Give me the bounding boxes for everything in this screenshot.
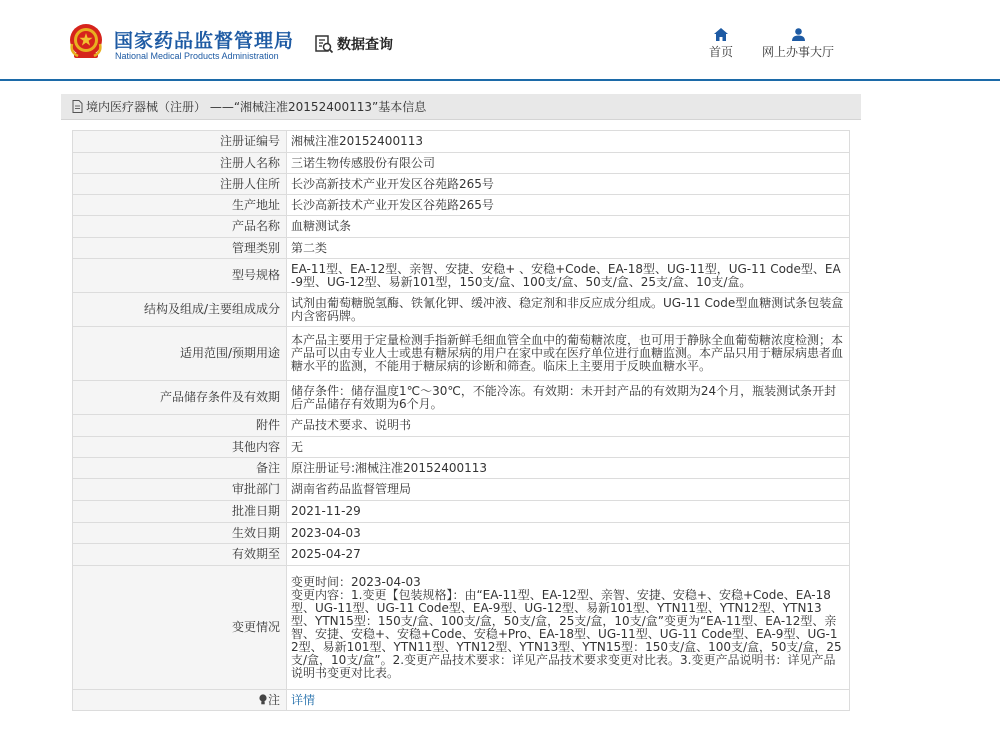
registration-info-table <box>72 130 850 711</box>
details-link[interactable]: 详情 <box>291 692 316 707</box>
row-label: 批准日期 <box>73 501 287 523</box>
table-row <box>73 216 850 238</box>
table-row <box>73 479 850 501</box>
row-value: 长沙高新技术产业开发区谷苑路265号 <box>287 195 850 216</box>
change-content: 变更内容：1.变更【包装规格】：由“EA-11型、EA-12型、亲智、安捷、安稳+、安稳+Code、EA-18型、UG-11型、UG-11 Code型、EA-9型、UG-12型、易新101型、YTN11型、YTN12型、YTN13型、YTN15型：150支/盒、100支/盒，50支/盒，25支/盒，10支/盒”变更为“EA-11型、EA-12型、亲智、安捷、安稳+、安稳+Code、安稳+Pro、EA-18型、UG-11型、UG-11 Code型、EA-9型、UG-12型、易新101型、YTN11型、YTN12型、YTN13型、YTN15型：150支/盒、100支/盒，50支/盒，25支/盒，10支/盒”。2.变更产品技术要求：详见产品技术要求变更对比表。3.变更产品说明书：详见产品说明书变更对比表。 <box>291 587 842 680</box>
row-value: 无 <box>287 437 850 458</box>
row-label: 备注 <box>73 458 287 479</box>
row-value: 2023-04-03 <box>287 523 850 544</box>
row-label: 结构及组成/主要组成成分 <box>73 293 287 327</box>
table-row <box>73 415 850 437</box>
row-label: 生产地址 <box>73 195 287 216</box>
table-row <box>73 437 850 458</box>
table-row <box>73 259 850 293</box>
row-label: 变更情况 <box>73 566 287 690</box>
row-value: 血糖测试条 <box>287 216 850 238</box>
row-value: 2021-11-29 <box>287 501 850 523</box>
table-row <box>73 293 850 327</box>
home-icon <box>714 28 728 41</box>
table-row <box>73 195 850 216</box>
row-label: 型号规格 <box>73 259 287 293</box>
national-emblem-icon <box>68 22 104 60</box>
row-value: 湘械注准20152400113 <box>287 131 850 153</box>
row-label: 其他内容 <box>73 437 287 458</box>
row-value: 原注册证号:湘械注准20152400113 <box>287 458 850 479</box>
row-label: 生效日期 <box>73 523 287 544</box>
table-row <box>73 381 850 415</box>
breadcrumb <box>61 94 861 120</box>
row-label: 适用范围/预期用途 <box>73 327 287 381</box>
document-icon <box>72 100 83 113</box>
table-row <box>73 690 850 711</box>
nav-home-label: 首页 <box>708 45 733 59</box>
row-value <box>287 566 850 690</box>
row-label: 附件 <box>73 415 287 437</box>
row-value <box>287 690 850 711</box>
change-time: 变更时间：2023-04-03 <box>291 574 421 589</box>
data-query-label: 数据查询 <box>337 37 393 53</box>
row-value: 第二类 <box>287 238 850 259</box>
table-row <box>73 523 850 544</box>
row-value: 湖南省药品监督管理局 <box>287 479 850 501</box>
breadcrumb-text: 境内医疗器械（注册） ——“湘械注准20152400113”基本信息 <box>86 100 427 114</box>
row-label: 注册证编号 <box>73 131 287 153</box>
document-search-icon <box>314 34 334 54</box>
site-header <box>0 0 1000 81</box>
lightbulb-icon <box>259 694 267 705</box>
table-row <box>73 544 850 566</box>
row-value: 试剂由葡萄糖脱氢酶、铁氰化钾、缓冲液、稳定剂和非反应成分组成。UG-11 Code型血糖测试条包装盒内含密码牌。 <box>287 293 850 327</box>
row-value: 三诺生物传感股份有限公司 <box>287 153 850 174</box>
table-row <box>73 174 850 195</box>
row-value: 产品技术要求、说明书 <box>287 415 850 437</box>
row-value: 本产品主要用于定量检测手指新鲜毛细血管全血中的葡萄糖浓度，也可用于静脉全血葡萄糖浓度检测；本产品可以由专业人士或患有糖尿病的用户在家中或在医疗单位进行血糖监测。本产品只用于糖尿病患者血糖水平的监测，不能用于糖尿病的诊断和筛查。临床上主要用于反映血糖水平。 <box>287 327 850 381</box>
row-value: 2025-04-27 <box>287 544 850 566</box>
table-row <box>73 566 850 690</box>
row-label: 管理类别 <box>73 238 287 259</box>
row-value: 长沙高新技术产业开发区谷苑路265号 <box>287 174 850 195</box>
row-label: 产品名称 <box>73 216 287 238</box>
nav-online-service-hall[interactable] <box>758 28 838 60</box>
table-row <box>73 153 850 174</box>
row-value: 储存条件：储存温度1℃～30℃，不能冷冻。有效期：未开封产品的有效期为24个月，瓶装测试条开封后产品储存有效期为6个月。 <box>287 381 850 415</box>
table-row <box>73 458 850 479</box>
row-value: EA-11型、EA-12型、亲智、安捷、安稳+ 、安稳+Code、EA-18型、UG-11型，UG-11 Code型、EA-9型、UG-12型、易新101型，150支/盒、100支/盒、50支/盒、25支/盒、10支/盒。 <box>287 259 850 293</box>
data-query-link[interactable] <box>314 33 393 55</box>
table-row <box>73 327 850 381</box>
site-title[interactable]: 国家药品监督管理局 <box>114 30 295 52</box>
table-row <box>73 501 850 523</box>
row-label: 注册人名称 <box>73 153 287 174</box>
site-subtitle: National Medical Products Administration <box>115 51 279 61</box>
row-label <box>73 690 287 711</box>
row-label: 注册人住所 <box>73 174 287 195</box>
table-row <box>73 238 850 259</box>
nav-hall-label: 网上办事大厅 <box>761 45 834 59</box>
table-row <box>73 131 850 153</box>
row-label: 有效期至 <box>73 544 287 566</box>
nav-home[interactable] <box>705 28 737 60</box>
note-label: 注 <box>267 692 280 707</box>
user-icon <box>792 28 805 41</box>
row-label: 审批部门 <box>73 479 287 501</box>
row-label: 产品储存条件及有效期 <box>73 381 287 415</box>
